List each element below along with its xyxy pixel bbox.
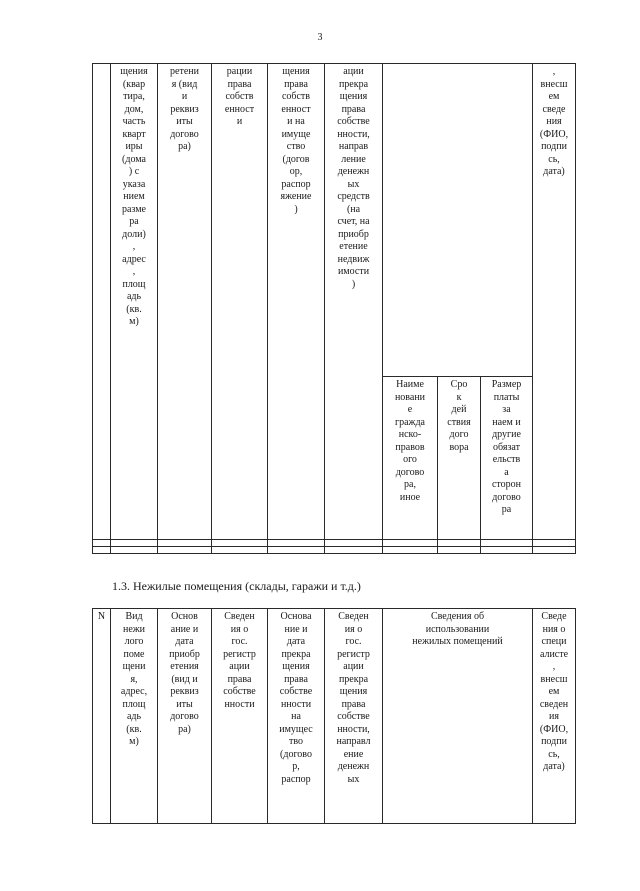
table-header-row — [93, 609, 576, 824]
subheader-cell-contract-name: Наиме новани е гражда нско- правов ого догово ра, иное — [383, 377, 438, 540]
header-cell-number — [93, 64, 111, 540]
real-estate-table-continued — [92, 63, 576, 554]
header-cell-registration: Сведен ия о гос. регистр ации права собстве нности — [212, 609, 268, 824]
header-cell-premises-type: Вид нежи лого поме щени я, адрес, площ адь (кв. м) — [111, 609, 158, 824]
header-cell-acquisition-basis: Основ ание и дата приобр етения (вид и реквиз иты догово ра) — [158, 609, 212, 824]
table-row — [93, 547, 576, 554]
header-cell-termination-registration: Сведен ия о гос. регистр ации прекра щения права собстве нности, направл ение денежн ых — [325, 609, 383, 824]
subheader-cell-contract-term: Сро к дей ствия дого вора — [438, 377, 481, 540]
header-cell-termination-registration: ации прекра щения права собстве нности, направ ление денежн ых средств (на счет, на приобр етение недвиж имости ) — [325, 64, 383, 540]
subheader-cell-payment: Размер платы за наем и другие обязат ельств а сторон догово ра — [481, 377, 533, 540]
header-cell-specialist: Сведе ния о специ алисте , внесш ем сведен ия (ФИО, подпи сь, дата) — [533, 609, 576, 824]
header-cell-termination-basis: Основа ние и дата прекра щения права собстве нности на имущес тво (догово р, распор — [268, 609, 325, 824]
header-cell-specialist: , внесш ем сведе ния (ФИО, подпи сь, дата) — [533, 64, 576, 540]
header-cell-property-type: щения (квар тира, дом, часть кварт иры (дома ) с указа нием разме ра доли) , адрес , площ адь (кв. м) — [111, 64, 158, 540]
header-cell-acquisition-basis: ретени я (вид и реквиз иты догово ра) — [158, 64, 212, 540]
header-cell-usage-group — [383, 64, 533, 377]
table-header-row — [93, 64, 576, 377]
non-residential-premises-table — [92, 608, 576, 824]
header-cell-termination-basis: щения права собств енност и на имуще ство (догов ор, распор яжение ) — [268, 64, 325, 540]
section-heading: 1.3. Нежилые помещения (склады, гаражи и т.д.) — [112, 579, 361, 593]
header-cell-number: N — [93, 609, 111, 824]
header-cell-usage: Сведения об использовании нежилых помещений — [383, 609, 533, 824]
table-row — [93, 540, 576, 547]
header-cell-registration: рации права собств енност и — [212, 64, 268, 540]
page-number: 3 — [317, 32, 323, 43]
